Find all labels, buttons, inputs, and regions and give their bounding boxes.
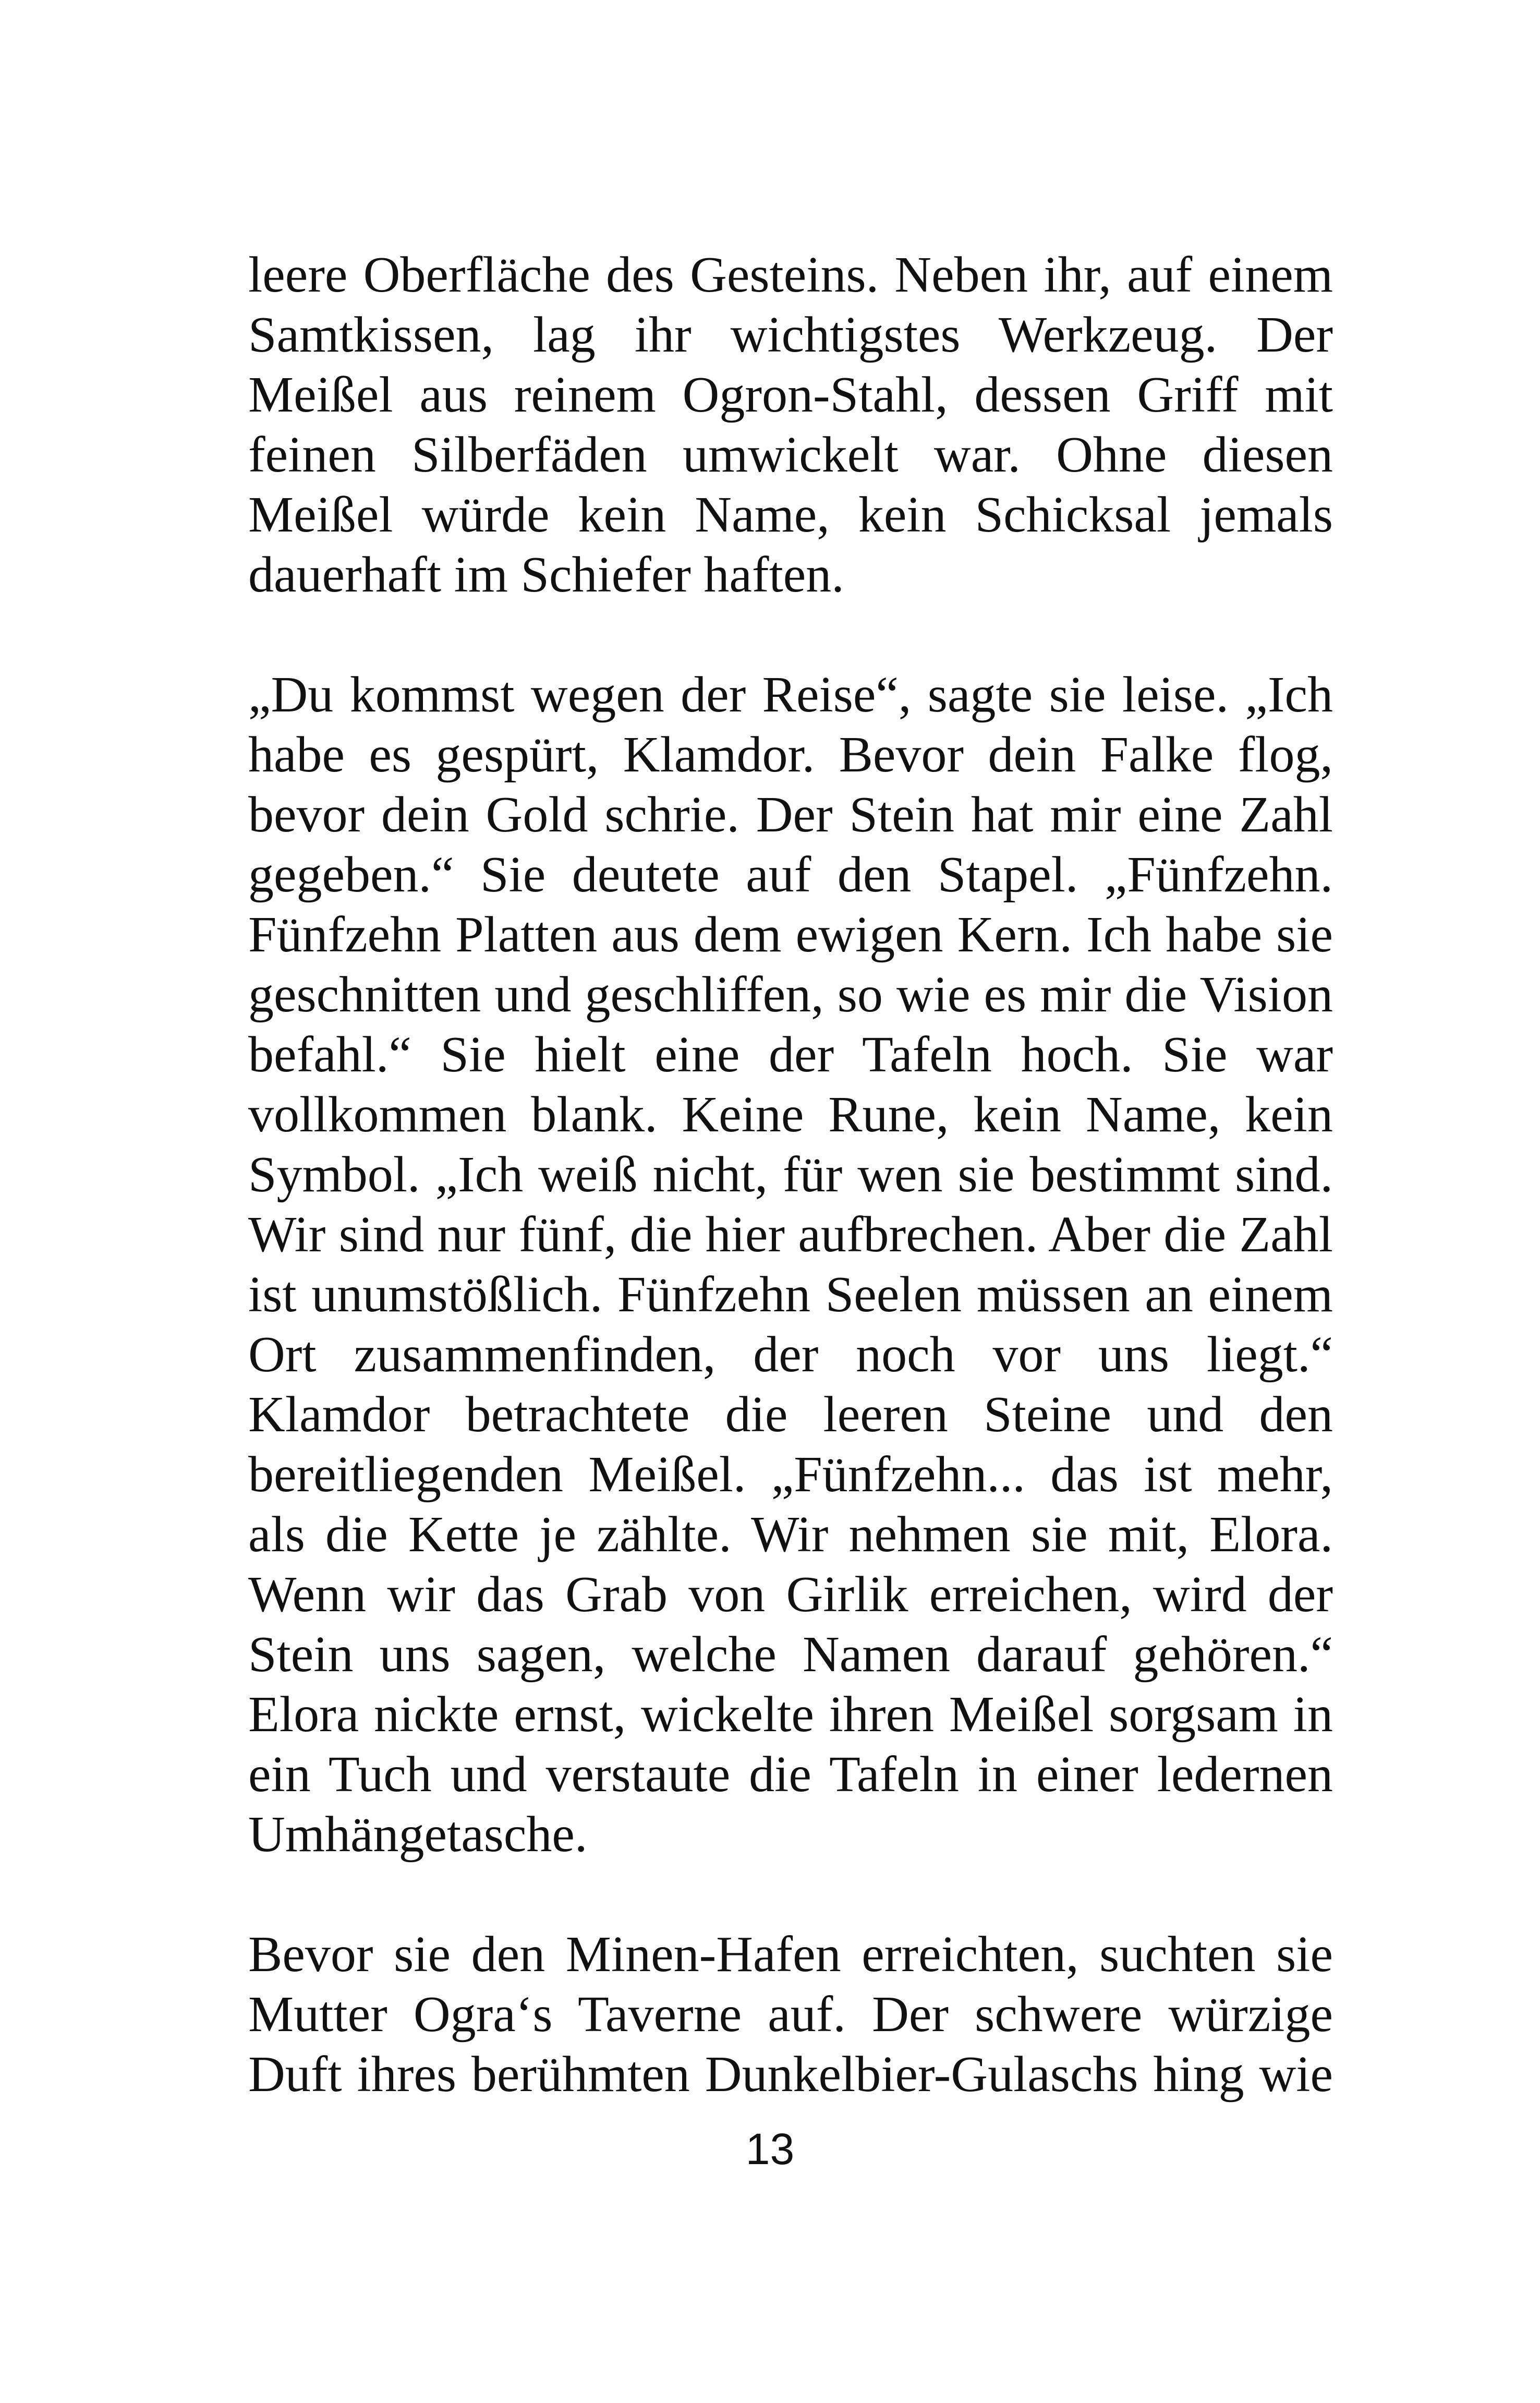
- text-line: Elora nickte ernst, wickelte ihren Meißel sorgsam in: [248, 1686, 1333, 1743]
- text-line: Stein uns sagen, welche Namen darauf gehören.“: [248, 1626, 1333, 1683]
- text-line: Meißel aus reinem Ogron-Stahl, dessen Griff mit: [248, 367, 1333, 423]
- text-line: ein Tuch und verstaute die Tafeln in einer ledernen: [248, 1746, 1333, 1803]
- text-line: habe es gespürt, Klamdor. Bevor dein Falke flog,: [248, 727, 1333, 783]
- page-number: 13: [745, 2124, 795, 2173]
- text-line: Ort zusammenfinden, der noch vor uns liegt.“: [248, 1326, 1333, 1383]
- text-line: Wir sind nur fünf, die hier aufbrechen. Aber die Zahl: [248, 1206, 1333, 1263]
- text-line: geschnitten und geschliffen, so wie es mir die Vision: [248, 967, 1333, 1023]
- paragraph-2: [248, 665, 1333, 1865]
- body-text: [248, 245, 1333, 2105]
- text-line: Bevor sie den Minen-Hafen erreichten, suchten sie: [248, 1926, 1333, 1983]
- text-line: ist unumstößlich. Fünfzehn Seelen müssen an einem: [248, 1266, 1333, 1323]
- text-line: dauerhaft im Schiefer haften.: [248, 547, 844, 603]
- text-line: feinen Silberfäden umwickelt war. Ohne diesen: [248, 427, 1333, 483]
- paragraph-gap: [248, 1865, 1333, 1925]
- text-line: Klamdor betrachtete die leeren Steine und den: [248, 1386, 1333, 1443]
- text-line: vollkommen blank. Keine Rune, kein Name, kein: [248, 1086, 1333, 1143]
- text-line: Samtkissen, lag ihr wichtigstes Werkzeug. Der: [248, 307, 1333, 363]
- text-line: Meißel würde kein Name, kein Schicksal jemals: [248, 487, 1333, 543]
- text-line: Wenn wir das Grab von Girlik erreichen, wird der: [248, 1566, 1333, 1623]
- text-line: Symbol. „Ich weiß nicht, für wen sie bestimmt sind.: [248, 1146, 1333, 1203]
- text-line: befahl.“ Sie hielt eine der Tafeln hoch. Sie war: [248, 1027, 1333, 1083]
- paragraph-3: [248, 1925, 1333, 2105]
- text-line: gegeben.“ Sie deutete auf den Stapel. „Fünfzehn.: [248, 847, 1333, 903]
- paragraph-1: [248, 245, 1333, 605]
- text-line: leere Oberfläche des Gesteins. Neben ihr, auf einem: [248, 247, 1333, 303]
- text-line: bevor dein Gold schrie. Der Stein hat mir eine Zahl: [248, 787, 1333, 843]
- paragraph-gap: [248, 605, 1333, 665]
- text-line: bereitliegenden Meißel. „Fünfzehn... das ist mehr,: [248, 1446, 1333, 1503]
- text-line: Duft ihres berühmten Dunkelbier-Gulaschs hing wie: [248, 2046, 1333, 2103]
- text-line: Mutter Ogra‘s Taverne auf. Der schwere würzige: [248, 1986, 1333, 2043]
- text-line: als die Kette je zählte. Wir nehmen sie mit, Elora.: [248, 1506, 1333, 1563]
- text-line: Fünfzehn Platten aus dem ewigen Kern. Ich habe sie: [248, 907, 1333, 963]
- text-line: Umhängetasche.: [248, 1806, 588, 1863]
- text-line: „Du kommst wegen der Reise“, sagte sie leise. „Ich: [248, 667, 1333, 723]
